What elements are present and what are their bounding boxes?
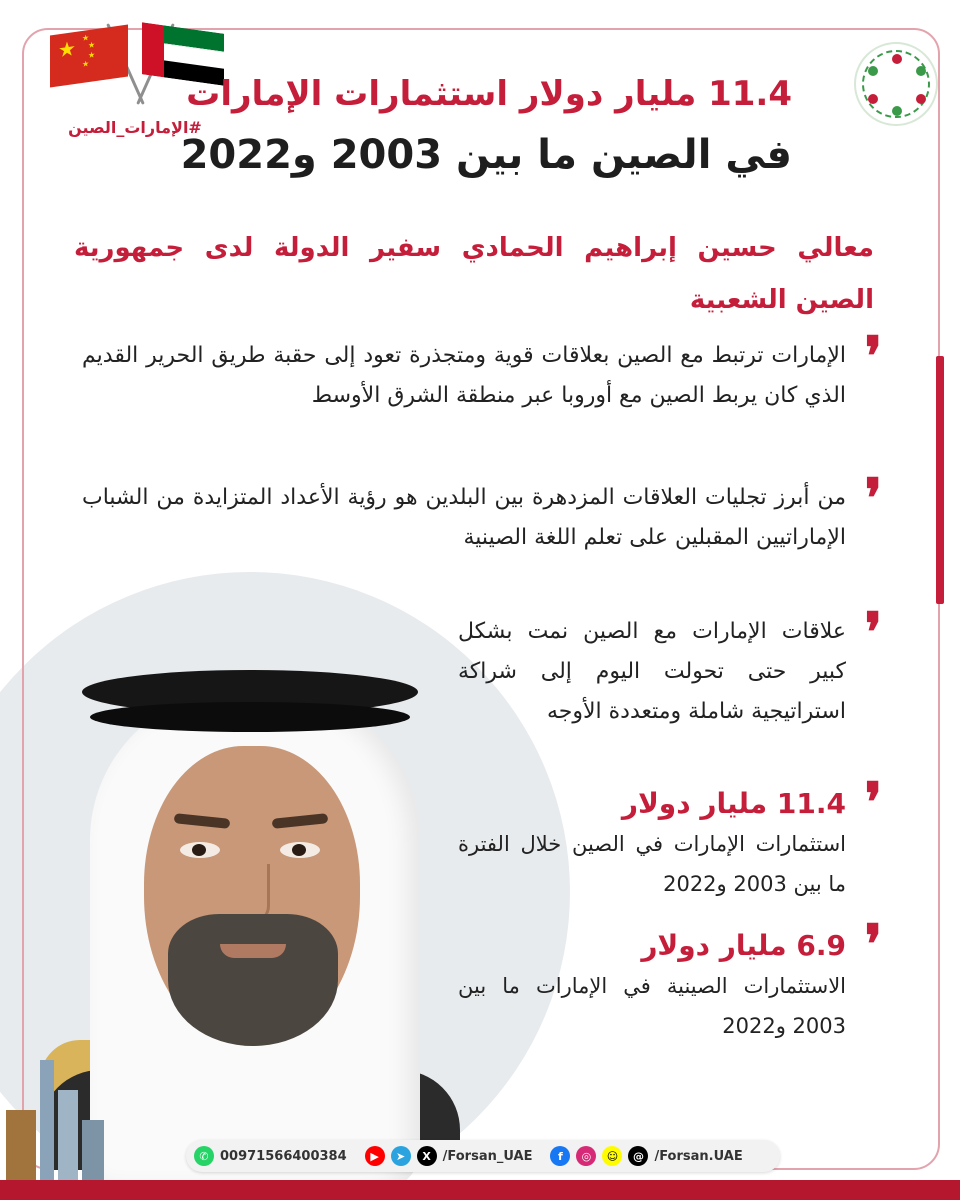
- quote-mark-icon: ❜: [864, 770, 882, 834]
- quote-mark-icon: ❜: [864, 600, 882, 664]
- skyline-decoration: [0, 1060, 110, 1180]
- quote-bullet: [82, 324, 882, 416]
- youtube-icon[interactable]: ▶: [365, 1146, 385, 1166]
- stat-value: 6.9 مليار دولار: [641, 929, 846, 962]
- stat-block: [458, 912, 882, 1046]
- instagram-icon[interactable]: ◎: [576, 1146, 596, 1166]
- quote-mark-icon: ❜: [864, 324, 882, 388]
- social-links-bar: [186, 1140, 780, 1172]
- quote-mark-icon: ❜: [864, 466, 882, 530]
- x-icon[interactable]: X: [417, 1146, 437, 1166]
- forsan-logo-icon: [854, 42, 938, 126]
- ambassador-heading: معالي حسين إبراهيم الحمادي سفير الدولة لدى جمهورية الصين الشعبية: [74, 233, 874, 315]
- hashtag-label: #الإمارات_الصين: [68, 118, 202, 137]
- facebook-icon[interactable]: f: [550, 1146, 570, 1166]
- quote-bullet: [458, 600, 882, 732]
- page-title: 11.4 مليار دولار استثمارات الإمارات: [186, 74, 792, 114]
- side-accent-bar: [936, 356, 944, 604]
- threads-icon[interactable]: @: [628, 1146, 648, 1166]
- stat-value: 11.4 مليار دولار: [621, 787, 846, 820]
- bullet-text: علاقات الإمارات مع الصين نمت بشكل كبير حتى تحولت اليوم إلى شراكة استراتيجية شاملة ومتعددة الأوجه: [458, 619, 846, 724]
- page-subtitle: في الصين ما بين 2003 و2022: [180, 132, 792, 178]
- stat-block: [458, 770, 882, 904]
- bullet-text: من أبرز تجليات العلاقات المزدهرة بين البلدين هو رؤية الأعداد المتزايدة من الشباب الإماراتيين المقبلين على تعلم اللغة الصينية: [82, 485, 846, 550]
- stat-description: استثمارات الإمارات في الصين خلال الفترة ما بين 2003 و2022: [458, 832, 846, 896]
- footer-band: [0, 1180, 960, 1200]
- quote-mark-icon: ❜: [864, 912, 882, 976]
- social-handle[interactable]: /Forsan_UAE: [442, 1148, 533, 1164]
- whatsapp-icon[interactable]: ✆: [194, 1146, 214, 1166]
- snapchat-icon[interactable]: ☺: [602, 1146, 622, 1166]
- social-handle[interactable]: /Forsan.UAE: [654, 1148, 743, 1164]
- face: [144, 746, 360, 1046]
- china-flag-icon: ★ ★ ★ ★ ★: [50, 25, 128, 88]
- quote-bullet: [82, 466, 882, 558]
- stat-description: الاستثمارات الصينية في الإمارات ما بين 2003 و2022: [458, 974, 846, 1038]
- telegram-icon[interactable]: ➤: [391, 1146, 411, 1166]
- bullet-text: الإمارات ترتبط مع الصين بعلاقات قوية ومتجذرة تعود إلى حقبة طريق الحرير القديم الذي كان يربط الصين مع أوروبا عبر منطقة الشرق الأوسط: [82, 343, 846, 408]
- phone-number[interactable]: 00971566400384: [220, 1148, 347, 1164]
